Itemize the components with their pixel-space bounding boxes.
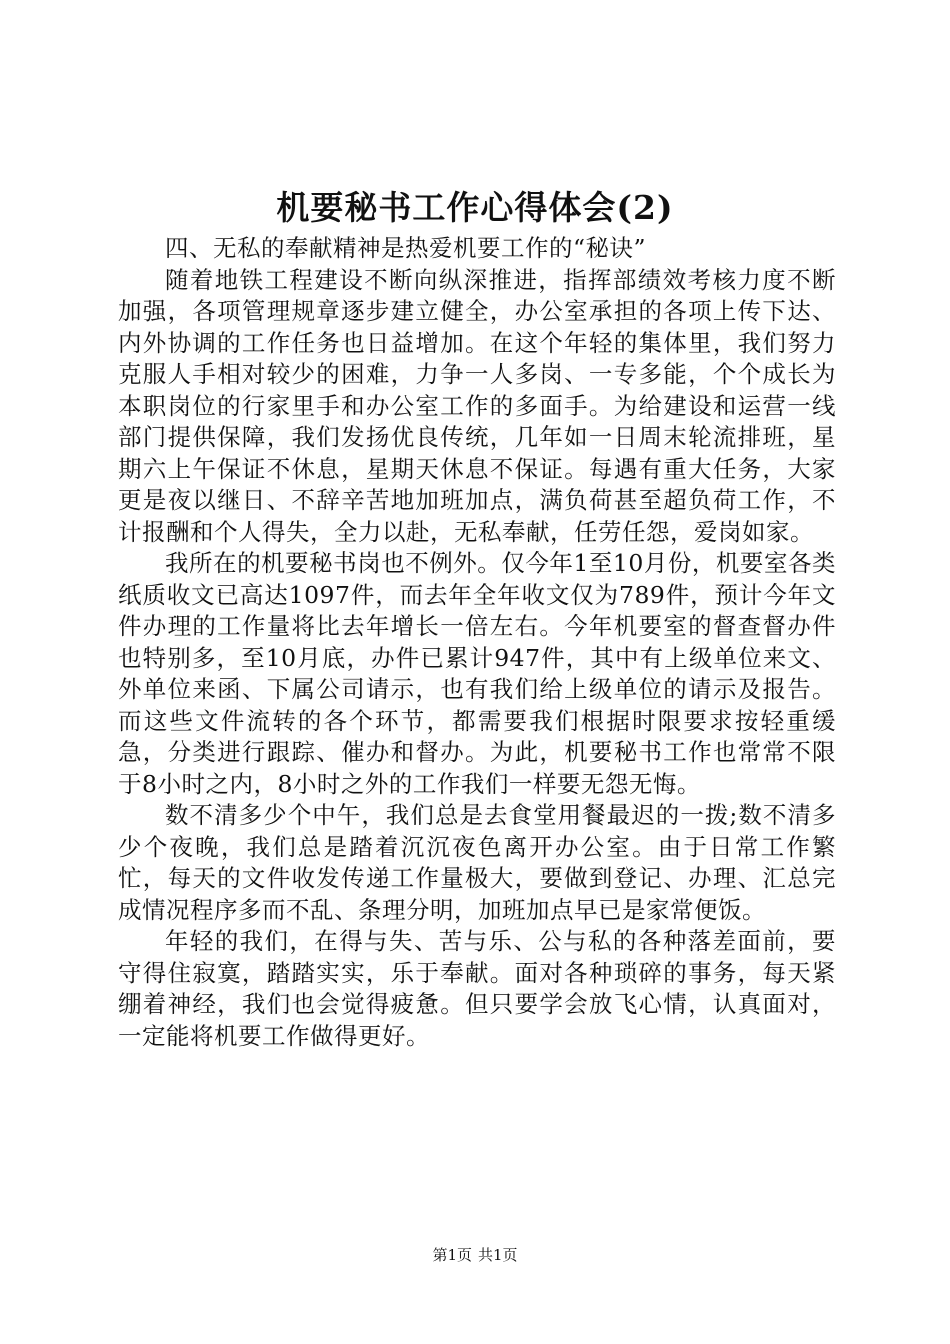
document-body <box>118 233 836 1052</box>
body-paragraph: 年轻的我们，在得与失、苦与乐、公与私的各种落差面前，要守得住寂寞，踏踏实实，乐于奉献。面对各种琐碎的事务，每天紧绷着神经，我们也会觉得疲惫。但只要学会放飞心情，认真面对，一定能将机要工作做得更好。 <box>118 927 836 1050</box>
section-heading: 四、无私的奉献精神是热爱机要工作的“秘诀” <box>165 234 647 262</box>
page-footer <box>0 1243 950 1267</box>
page-number: 第1页 <box>432 1246 472 1264</box>
document-title: 机要秘书工作心得体会(2) <box>276 188 674 227</box>
body-paragraph: 数不清多少个中午，我们总是去食堂用餐最迟的一拨;数不清多少个夜晚，我们总是踏着沉沉夜色离开办公室。由于日常工作繁忙，每天的文件收发传递工作量极大，要做到登记、办理、汇总完成情况程序多而不乱、条理分明，加班加点早已是家常便饭。 <box>118 801 836 924</box>
page-total: 共1页 <box>478 1246 518 1264</box>
body-paragraph: 我所在的机要秘书岗也不例外。仅今年1至10月份，机要室各类纸质收文已高达1097件，而去年全年收文仅为789件，预计今年文件办理的工作量将比去年增长一倍左右。今年机要室的督查督办件也特别多，至10月底，办件已累计947件，其中有上级单位来文、外单位来函、下属公司请示，也有我们给上级单位的请示及报告。而这些文件流转的各个环节，都需要我们根据时限要求按轻重缓急，分类进行跟踪、催办和督办。为此，机要秘书工作也常常不限于8小时之内，8小时之外的工作我们一样要无怨无悔。 <box>118 549 836 798</box>
body-paragraph: 随着地铁工程建设不断向纵深推进，指挥部绩效考核力度不断加强，各项管理规章逐步建立健全，办公室承担的各项上传下达、内外协调的工作任务也日益增加。在这个年轻的集体里，我们努力克服人手相对较少的困难，力争一人多岗、一专多能，个个成长为本职岗位的行家里手和办公室工作的多面手。为给建设和运营一线部门提供保障，我们发扬优良传统，几年如一日周末轮流排班，星期六上午保证不休息，星期天休息不保证。每遇有重大任务，大家更是夜以继日、不辞辛苦地加班加点，满负荷甚至超负荷工作，不计报酬和个人得失，全力以赴，无私奉献，任劳任怨，爱岗如家。 <box>118 265 836 546</box>
